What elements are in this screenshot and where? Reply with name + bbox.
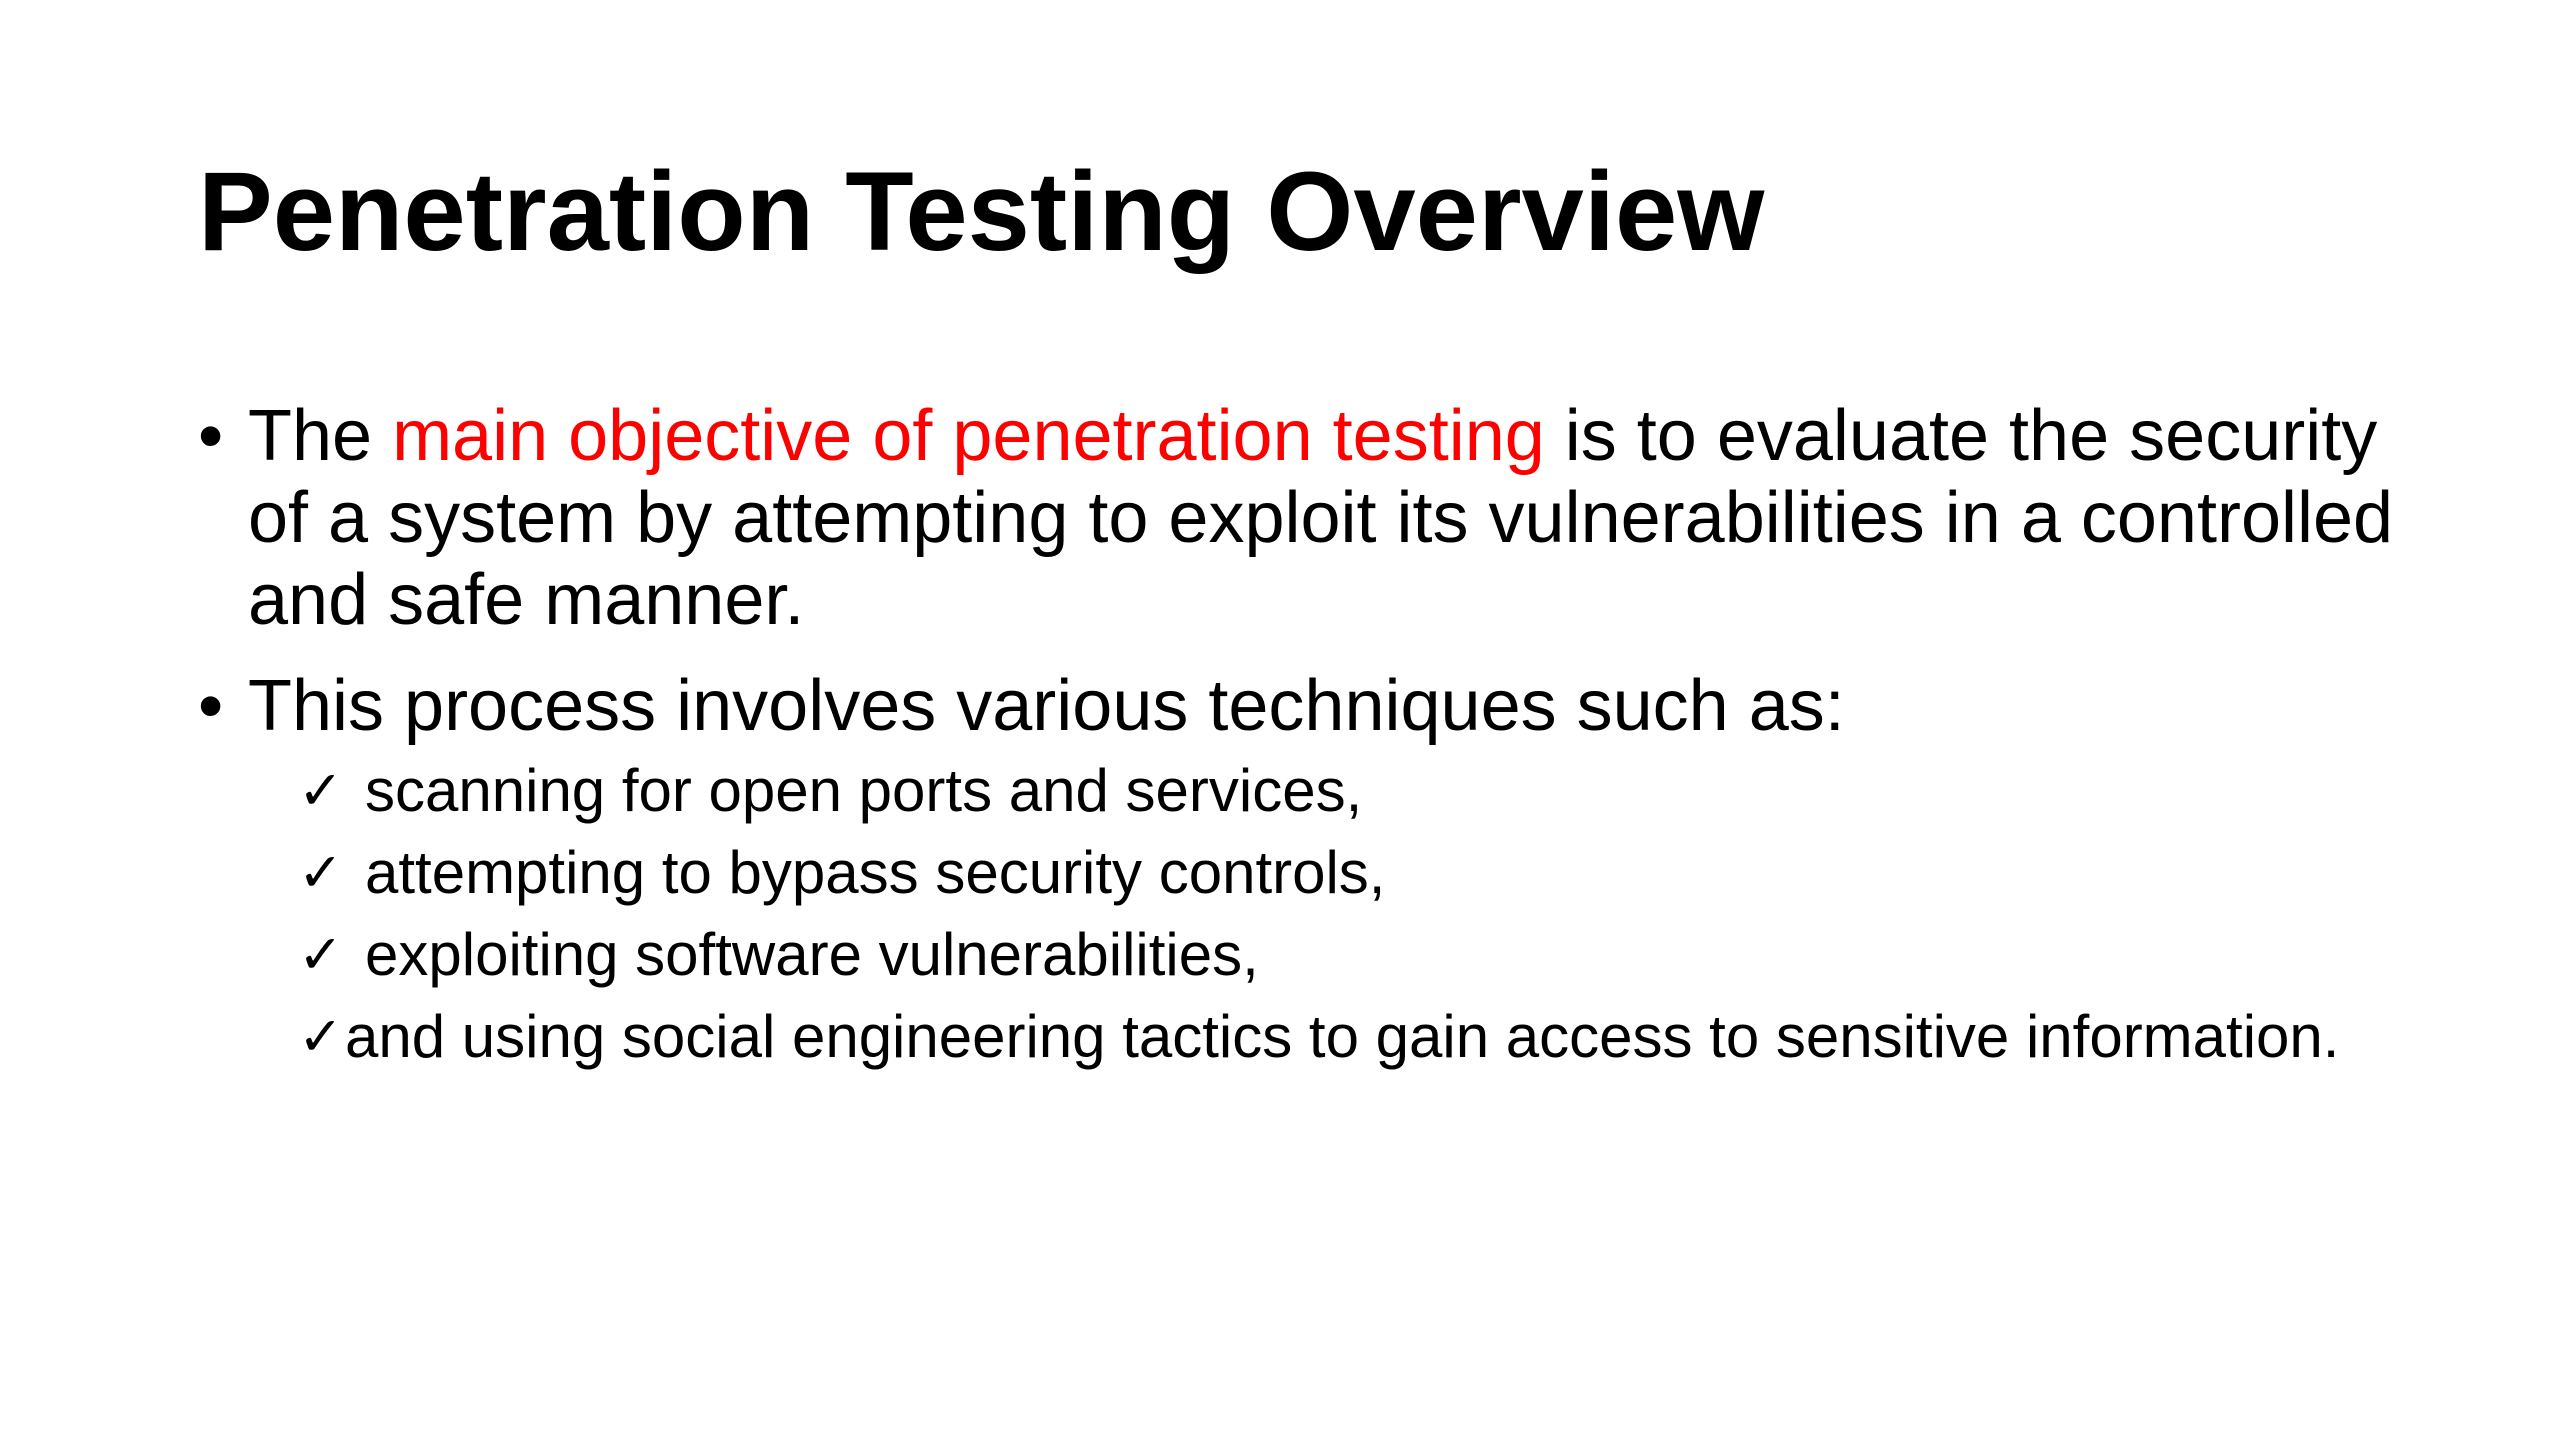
checkmark-icon: ✓	[298, 923, 344, 986]
bullet-item-techniques	[198, 665, 2438, 1073]
technique-text: and using social engineering tactics to gain access to sensitive information.	[345, 1003, 2340, 1070]
technique-item-scanning	[248, 755, 2438, 827]
technique-text: exploiting software vulnerabilities,	[365, 921, 1259, 988]
checkmark-icon: ✓	[298, 841, 344, 904]
technique-item-social-engineering	[248, 1001, 2445, 1073]
slide-title: Penetration Testing Overview	[198, 149, 1765, 274]
checkmark-icon: ✓	[298, 759, 344, 822]
technique-text: scanning for open ports and services,	[365, 757, 1363, 824]
technique-item-exploiting	[248, 919, 2438, 991]
bullet-list	[198, 395, 2438, 1097]
bullet-item-objective	[198, 395, 2438, 641]
checkmark-icon: ✓	[298, 1005, 344, 1068]
technique-item-bypass	[248, 837, 2438, 909]
bullet-marker: •	[198, 396, 224, 476]
highlighted-phrase: main objective of penetration testing	[392, 396, 1545, 476]
bullet-marker: •	[198, 666, 224, 746]
bullet-text-before: The	[248, 396, 393, 476]
bullet-text: This process involves various techniques such as:	[248, 666, 1845, 746]
technique-list	[248, 755, 2438, 1073]
bullet-text-after: is to evaluate the security of a system by attempting to exploit its vulnerabilities in a controlled and safe manner.	[248, 396, 2394, 640]
technique-text: attempting to bypass security controls,	[365, 839, 1386, 906]
